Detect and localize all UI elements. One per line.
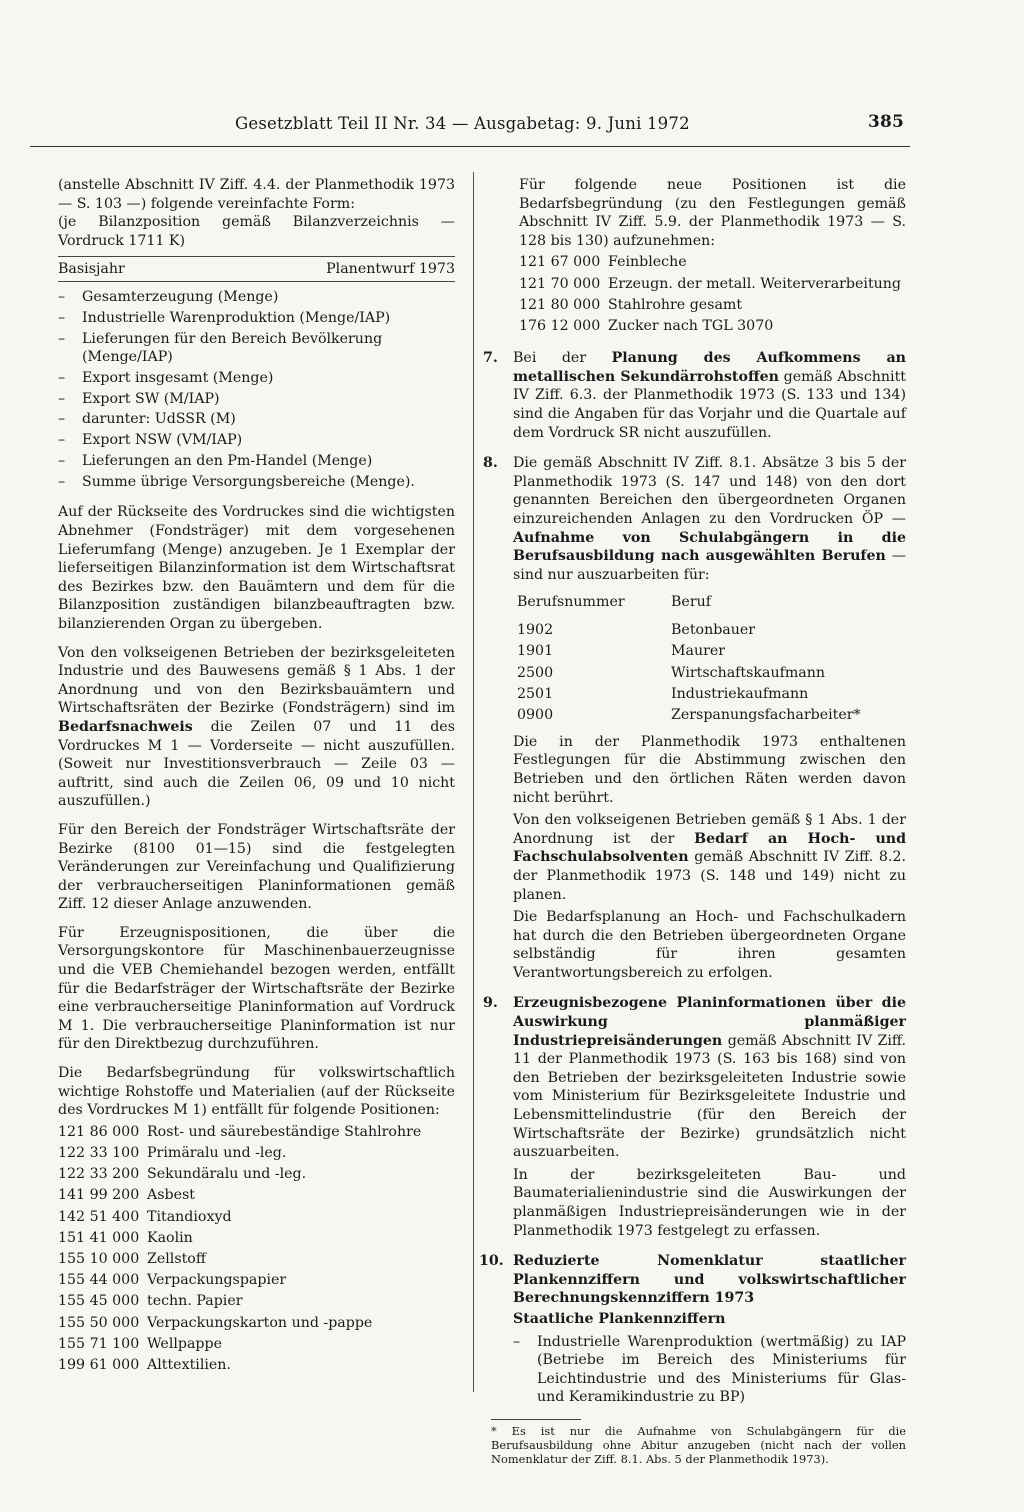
- table-row: [519, 295, 906, 316]
- new-positions-block: [491, 176, 906, 337]
- paragraph: Die in der Planmethodik 1973 enthaltenen Festlegungen für die Abstimmung zwischen den Betrieben und den örtlichen Räten werden davon nicht berührt.: [513, 733, 906, 806]
- list-item: – Export insgesamt (Menge): [58, 369, 455, 388]
- table-row: [58, 1228, 455, 1249]
- paragraph: [58, 644, 455, 811]
- table-row: [58, 1355, 455, 1376]
- column-divider: [473, 172, 474, 1392]
- list-item: – Lieferungen für den Bereich Bevölkerung (Menge/IAP): [58, 330, 455, 367]
- position-code: 176 12 000: [519, 317, 601, 334]
- column-header: Berufsnummer: [517, 594, 625, 611]
- text-run: Die gemäß Abschnitt IV Ziff. 8.1. Absätze 3 bis 5 der Planmethodik 1973 (S. 147 und 148) von den dort genannten Bereichen den übergeordneten Organen einzureichenden Anlagen zu den Vordrucken ÖP —: [513, 455, 906, 527]
- table-row: [58, 1249, 455, 1270]
- profession-name: Betonbauer: [671, 621, 756, 638]
- table-row: [58, 1185, 455, 1206]
- column-header: Beruf: [671, 594, 711, 611]
- new-position-table: [519, 252, 906, 337]
- position-table: [58, 1122, 455, 1376]
- form-head-planentwurf: Planentwurf 1973: [326, 261, 455, 278]
- intro-text-2: (je Bilanzposition gemäß Bilanzverzeichnis — Vordruck 1711 K): [58, 214, 455, 249]
- text-run: Von den volkseigenen Betrieben gemäß § 1 Abs. 1 der Anordnung ist der: [513, 812, 906, 847]
- bold-term: Bedarf an Hoch- und Fachschulabsolventen: [513, 830, 907, 866]
- table-row: [519, 316, 906, 337]
- table-row: [517, 684, 861, 705]
- list-item: – darunter: UdSSR (M): [58, 410, 455, 429]
- profession-number: 2501: [517, 685, 554, 702]
- list-item: – Industrielle Warenproduktion (wertmäßig) zu IAP (Betriebe im Bereich des Ministeriums für Leichtindustrie und des Ministeriums für Glas- und Keramikindustrie zu BP): [513, 1333, 906, 1407]
- position-name: Wellpappe: [147, 1335, 222, 1352]
- position-name: techn. Papier: [147, 1293, 243, 1310]
- footnote: * Es ist nur die Aufnahme von Schulabgängern für die Berufsausbildung ohne Abitur anzugeben (nicht nach der vollen Nomenklatur der Ziff. 8.1. Abs. 5 der Planmethodik 1973).: [491, 1423, 906, 1466]
- paragraph: Für folgende neue Positionen ist die Bedarfsbegründung (zu den Festlegungen gemäß Abschnitt IV Ziff. 5.9. der Planmethodik 1973 — S. 128 bis 130) aufzunehmen:: [519, 177, 906, 249]
- text-run: die Zeilen 07 und 11 des Vordruckes M 1 — Vorderseite — nicht auszufüllen. (Soweit nur Investitionsverbrauch — Zeile 03 — auftritt, sind auch die Zeilen 06, 09 und 10 nicht auszufüllen.): [58, 718, 455, 810]
- list-item: – Export SW (M/IAP): [58, 390, 455, 409]
- table-row: [58, 1270, 455, 1291]
- position-name: Stahlrohre gesamt: [608, 296, 743, 313]
- profession-number: 1901: [517, 643, 554, 660]
- bold-term: Aufnahme von Schulabgängern in die Berufsausbildung nach ausgewählten Berufen: [513, 529, 906, 565]
- position-code: 155 50 000: [58, 1314, 140, 1331]
- paragraph: Auf der Rückseite des Vordruckes sind die wichtigsten Abnehmer (Fondsträger) mit dem vorgesehenen Lieferumfang (Menge) anzugeben. Je 1 Exemplar der lieferseitigen Bilanzinformation ist dem Wirtschaftsrat des Bezirkes bzw. den Bauämtern und dem für die Bilanzposition zuständigen bilanzbeauftragten bzw. bilanzierenden Organ zu übergeben.: [58, 504, 455, 632]
- position-code: 121 80 000: [519, 296, 601, 313]
- position-code: 155 10 000: [58, 1251, 140, 1268]
- paragraph: In der bezirksgeleiteten Bau- und Baumaterialienindustrie sind die Auswirkungen der planmäßigen Industriepreisänderungen wie in der Planmethodik 1973 festgelegt zu erfassen.: [513, 1166, 906, 1239]
- profession-name: Wirtschaftskaufmann: [671, 664, 826, 681]
- position-code: 121 67 000: [519, 254, 601, 271]
- position-name: Asbest: [147, 1187, 195, 1204]
- table-row: [58, 1313, 455, 1334]
- footnote-rule: [491, 1419, 581, 1420]
- right-column: [479, 176, 907, 1466]
- position-code: 122 33 200: [58, 1166, 140, 1183]
- text-run: gemäß Abschnitt IV Ziff. 11 der Planmethodik 1973 (S. 163 bis 168) sind von den Betrieben der bezirksgeleiteten Industrie sowie vom Ministerium für Bezirksgeleitete Industrie und Lebensmittelindustrie (für den Bereich der Wirtschaftsräte der Bezirke) grundsätzlich nicht auszuarbeiten.: [513, 1032, 906, 1161]
- paragraph: Für Erzeugnispositionen, die über die Versorgungskontore für Maschinenbauerzeugnisse und die VEB Chemiehandel bezogen werden, entfällt für die Bedarfsträger der Wirtschaftsräte der Bezirke eine verbraucherseitige Planinformation auf Vordruck M 1. Die verbraucherseitige Planinformation ist nur für den Direktbezug durchzuführen.: [58, 924, 455, 1053]
- position-name: Titandioxyd: [147, 1208, 232, 1225]
- paragraph: [513, 994, 906, 1161]
- position-code: 121 70 000: [519, 275, 601, 292]
- form-head-basisjahr: Basisjahr: [58, 261, 125, 278]
- section-number: 7.: [483, 350, 498, 367]
- table-row: [519, 274, 906, 295]
- section-8: [483, 454, 907, 982]
- table-row: [517, 620, 861, 641]
- section-number: 9.: [483, 995, 498, 1012]
- table-row: [517, 663, 861, 684]
- list-item: – Summe übrige Versorgungsbereiche (Menge).: [58, 473, 455, 492]
- text-run: Von den volkseigenen Betrieben der bezirksgeleiteten Industrie und des Bauwesens gemäß § 1 Abs. 1 der Anordnung und von den Bezirksbauämtern und Wirtschaftsräten der Bezirke (Fondsträgern) sind im: [58, 644, 455, 717]
- header-title: Gesetzblatt Teil II Nr. 34 — Ausgabetag: 9. Juni 1972: [235, 114, 690, 133]
- position-name: Verpackungspapier: [147, 1272, 287, 1289]
- section-number: 8.: [483, 455, 498, 472]
- text-run: gemäß Abschnitt IV Ziff. 8.2. der Planmethodik 1973 (S. 148 und 149) nicht zu planen.: [513, 849, 906, 903]
- bold-term: Bedarfsnachweis: [58, 718, 193, 735]
- text-run: gemäß Abschnitt IV Ziff. 6.3. der Planmethodik 1973 (S. 133 und 134) sind die Angaben für das Vorjahr und die Quartale auf dem Vordruck SR nicht auszufüllen.: [513, 368, 906, 441]
- table-row: [58, 1207, 455, 1228]
- table-row: [58, 1143, 455, 1164]
- profession-table: [517, 592, 861, 726]
- position-name: Kaolin: [147, 1229, 193, 1246]
- table-row: [58, 1122, 455, 1143]
- section-10: [479, 1252, 906, 1407]
- section-9: [483, 994, 906, 1240]
- table-row: [58, 1291, 455, 1312]
- table-row: [58, 1334, 455, 1355]
- position-name: Primäralu und -leg.: [147, 1145, 287, 1162]
- position-name: Zucker nach TGL 3070: [608, 317, 774, 334]
- position-code: 199 61 000: [58, 1357, 140, 1374]
- profession-name: Maurer: [671, 643, 726, 660]
- position-code: 121 86 000: [58, 1123, 140, 1140]
- position-code: 155 45 000: [58, 1293, 140, 1310]
- intro-text: (anstelle Abschnitt IV Ziff. 4.4. der Planmethodik 1973 — S. 103 —) folgende vereinfachte Form:: [58, 177, 455, 212]
- text-run: Bei der: [513, 350, 612, 367]
- profession-number: 0900: [517, 707, 554, 724]
- position-code: 155 44 000: [58, 1272, 140, 1289]
- table-row: [519, 252, 906, 273]
- bold-term: Erzeugnisbezogene Planinformationen über die Auswirkung planmäßiger Industriepreisänderungen: [513, 995, 906, 1049]
- profession-number: 1902: [517, 621, 554, 638]
- paragraph: [513, 811, 906, 904]
- section-7: [483, 349, 907, 442]
- position-name: Erzeugn. der metall. Weiterverarbeitung: [608, 275, 902, 292]
- position-code: 141 99 200: [58, 1187, 140, 1204]
- list-item: – Export NSW (VM/IAP): [58, 431, 455, 450]
- form-header: [58, 256, 455, 282]
- table-row: [517, 705, 861, 726]
- position-name: Sekundäralu und -leg.: [147, 1166, 307, 1183]
- form-item-list: [58, 288, 455, 491]
- paragraph: [513, 349, 906, 442]
- position-name: Alttextilien.: [147, 1357, 231, 1374]
- position-code: 155 71 100: [58, 1335, 140, 1352]
- profession-name: Industriekaufmann: [671, 685, 809, 702]
- position-name: Zellstoff: [147, 1251, 206, 1268]
- profession-name: Zerspanungsfacharbeiter*: [671, 707, 861, 724]
- section-heading: Reduzierte Nomenklatur staatlicher Plankennziffern und volkswirtschaftlicher Berechnungskennziffern 1973: [513, 1253, 906, 1307]
- list-item: – Industrielle Warenproduktion (Menge/IAP): [58, 309, 455, 328]
- subheading: Staatliche Plankennziffern: [513, 1310, 726, 1327]
- list-item: – Lieferungen an den Pm-Handel (Menge): [58, 452, 455, 471]
- bold-term: Planung des Aufkommens an metallischen Sekundärrohstoffen: [513, 350, 907, 385]
- position-code: 151 41 000: [58, 1229, 140, 1246]
- table-row: [517, 641, 861, 662]
- paragraph: Die Bedarfsbegründung für volkswirtschaftlich wichtige Rohstoffe und Materialien (auf der Rückseite des Vordruckes M 1) entfällt für folgende Positionen:: [58, 1065, 455, 1119]
- profession-number: 2500: [517, 664, 554, 681]
- paragraph: [513, 454, 906, 584]
- position-code: 122 33 100: [58, 1145, 140, 1162]
- page-number: 385: [868, 112, 905, 132]
- list-item: – Gesamterzeugung (Menge): [58, 288, 455, 307]
- text-run: — sind nur auszuarbeiten für:: [513, 548, 906, 583]
- paragraph: Für den Bereich der Fondsträger Wirtschaftsräte der Bezirke (8100 01—15) sind die festgelegten Veränderungen zur Vereinfachung und Qualifizierung der verbraucherseitigen Planinformationen gemäß Ziff. 12 dieser Anlage anzuwenden.: [58, 821, 455, 913]
- table-row: [58, 1164, 455, 1185]
- paragraph: Die Bedarfsplanung an Hoch- und Fachschulkadern hat durch die den Betrieben übergeordneten Organe selbständig für ihren gesamten Verantwortungsbereich zu erfolgen.: [513, 909, 906, 981]
- position-name: Rost- und säurebeständige Stahlrohre: [147, 1123, 422, 1140]
- position-name: Feinbleche: [608, 254, 687, 271]
- header-rule: [30, 146, 910, 147]
- section-number: 10.: [479, 1253, 504, 1270]
- position-name: Verpackungskarton und -pappe: [147, 1314, 373, 1331]
- left-column: [58, 176, 455, 1376]
- position-code: 142 51 400: [58, 1208, 140, 1225]
